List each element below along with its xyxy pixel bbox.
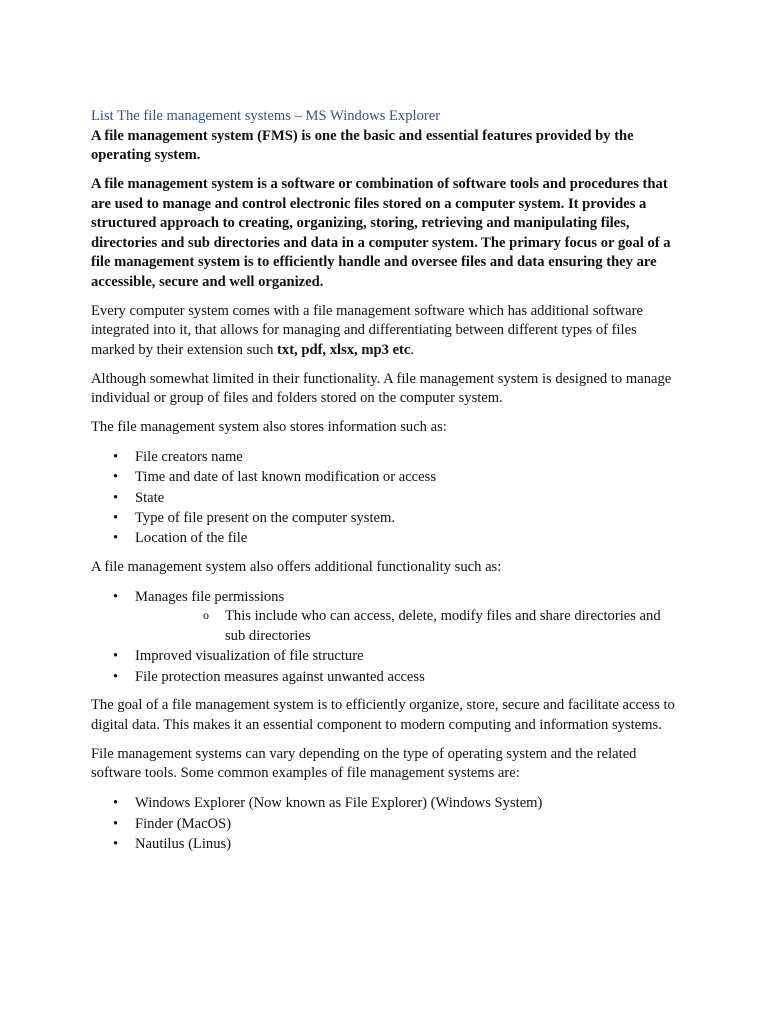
- list-item: • Improved visualization of file structure: [91, 646, 683, 666]
- list-item: • Time and date of last known modification or access: [91, 467, 683, 487]
- examples-list: [91, 793, 683, 854]
- definition-paragraph: A file management system is a software or combination of software tools and procedures that are used to manage and control electronic files stored on a computer system. It provides a structured approach to creating, organizing, storing, retrieving and manipulating files, directories and sub directories and data in a computer system. The primary focus or goal of a file management system is to efficiently handle and oversee files and data ensuring they are accessible, secure and well organized.: [91, 176, 671, 290]
- list-item: • File creators name: [91, 447, 683, 467]
- file-extensions: txt, pdf, xlsx, mp3 etc: [277, 341, 411, 358]
- document-heading: List The file management systems – MS Windows Explorer: [91, 108, 441, 124]
- offers-list: [91, 587, 683, 687]
- list-item: • File protection measures against unwanted access: [91, 667, 683, 687]
- list-item: • Location of the file: [91, 528, 683, 548]
- list-item: • Nautilus (Linus): [91, 834, 683, 854]
- sub-list: [135, 607, 683, 646]
- list-item-label: Manages file permissions: [135, 588, 285, 605]
- list-item: • Type of file present on the computer system.: [91, 508, 683, 528]
- offers-paragraph: A file management system also offers additional functionality such as:: [91, 558, 502, 575]
- software-paragraph-text: Every computer system comes with a file management software which has additional software integrated into it, that allows for managing and differentiating between different types of files marked by their extension such: [91, 302, 643, 358]
- stores-list: [91, 447, 683, 548]
- list-item-permissions: [91, 587, 683, 646]
- stores-paragraph: The file management system also stores information such as:: [91, 419, 447, 435]
- sub-list-item: o This include who can access, delete, modify files and share directories and sub directories: [135, 607, 683, 646]
- limited-paragraph: Although somewhat limited in their functionality. A file management system is designed to manage individual or group of files and folders stored on the computer system.: [91, 370, 672, 406]
- list-item: • Windows Explorer (Now known as File Explorer) (Windows System): [91, 793, 683, 813]
- vary-paragraph: File management systems can vary depending on the type of operating system and the related software tools. Some common examples of file management systems are:: [91, 745, 637, 782]
- document-page: [91, 107, 683, 864]
- software-paragraph: [91, 302, 683, 361]
- intro-paragraph: A file management system (FMS) is one the basic and essential features provided by the operating system.: [91, 127, 634, 163]
- list-item: • State: [91, 488, 683, 508]
- goal-paragraph: The goal of a file management system is to efficiently organize, store, secure and facilitate access to digital data. This makes it an essential component to modern computing and information systems.: [91, 697, 675, 733]
- software-paragraph-end: .: [410, 341, 415, 358]
- list-item: • Finder (MacOS): [91, 814, 683, 834]
